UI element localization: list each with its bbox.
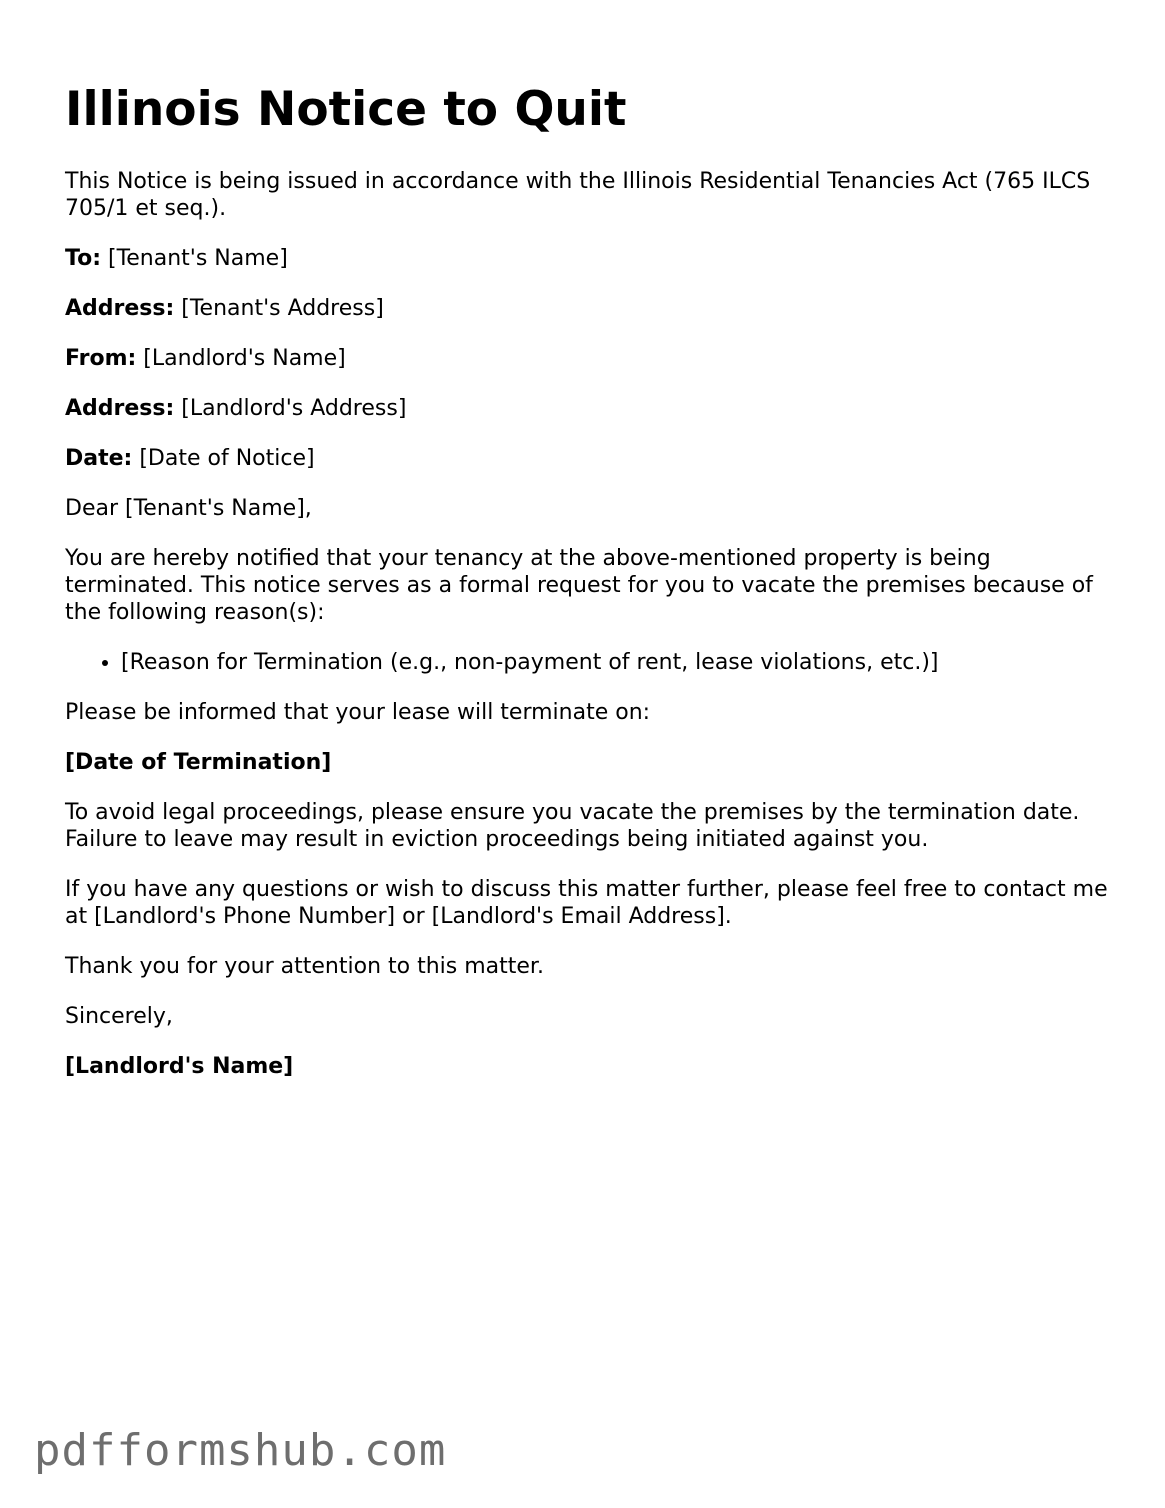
to-field <box>65 245 1110 272</box>
landlord-address-label: Address: <box>65 396 175 421</box>
to-label: To: <box>65 246 101 271</box>
to-value: [Tenant's Name] <box>101 246 288 271</box>
landlord-address-value: [Landlord's Address] <box>174 396 407 421</box>
tenant-address-value: [Tenant's Address] <box>174 296 384 321</box>
tenant-address-label: Address: <box>65 296 175 321</box>
document-body <box>65 168 1110 1103</box>
landlord-address-field <box>65 395 1110 422</box>
notice-paragraph: You are hereby notified that your tenancy at the above-mentioned property is being terminated. This notice serves as a formal request for you to vacate the premises because of the following reason(s): <box>65 546 1093 625</box>
contact-paragraph: If you have any questions or wish to discuss this matter further, please feel free to contact me at [Landlord's Phone Number] or [Landlord's Email Address]. <box>65 877 1108 929</box>
termination-date: [Date of Termination] <box>65 750 332 775</box>
document-title: Illinois Notice to Quit <box>65 82 627 137</box>
closing-line: Sincerely, <box>65 1004 173 1029</box>
intro-paragraph: This Notice is being issued in accordance with the Illinois Residential Tenancies Act (765 ILCS 705/1 et seq.). <box>65 169 1091 221</box>
from-label: From: <box>65 346 137 371</box>
from-value: [Landlord's Name] <box>136 346 346 371</box>
watermark: pdfformshub.com <box>34 1425 447 1476</box>
salutation: Dear [Tenant's Name], <box>65 496 312 521</box>
legal-paragraph: To avoid legal proceedings, please ensure you vacate the premises by the termination date. Failure to leave may result in eviction proceedings being initiated against you. <box>65 800 1080 852</box>
signature-name: [Landlord's Name] <box>65 1054 294 1079</box>
date-field <box>65 445 1110 472</box>
date-label: Date: <box>65 446 133 471</box>
reasons-list <box>65 649 1110 676</box>
reason-item: • [Reason for Termination (e.g., non-payment of rent, lease violations, etc.)] <box>121 649 1110 676</box>
termination-intro: Please be informed that your lease will terminate on: <box>65 700 651 725</box>
thanks-line: Thank you for your attention to this matter. <box>65 954 544 979</box>
from-field <box>65 345 1110 372</box>
tenant-address-field <box>65 295 1110 322</box>
date-value: [Date of Notice] <box>132 446 315 471</box>
